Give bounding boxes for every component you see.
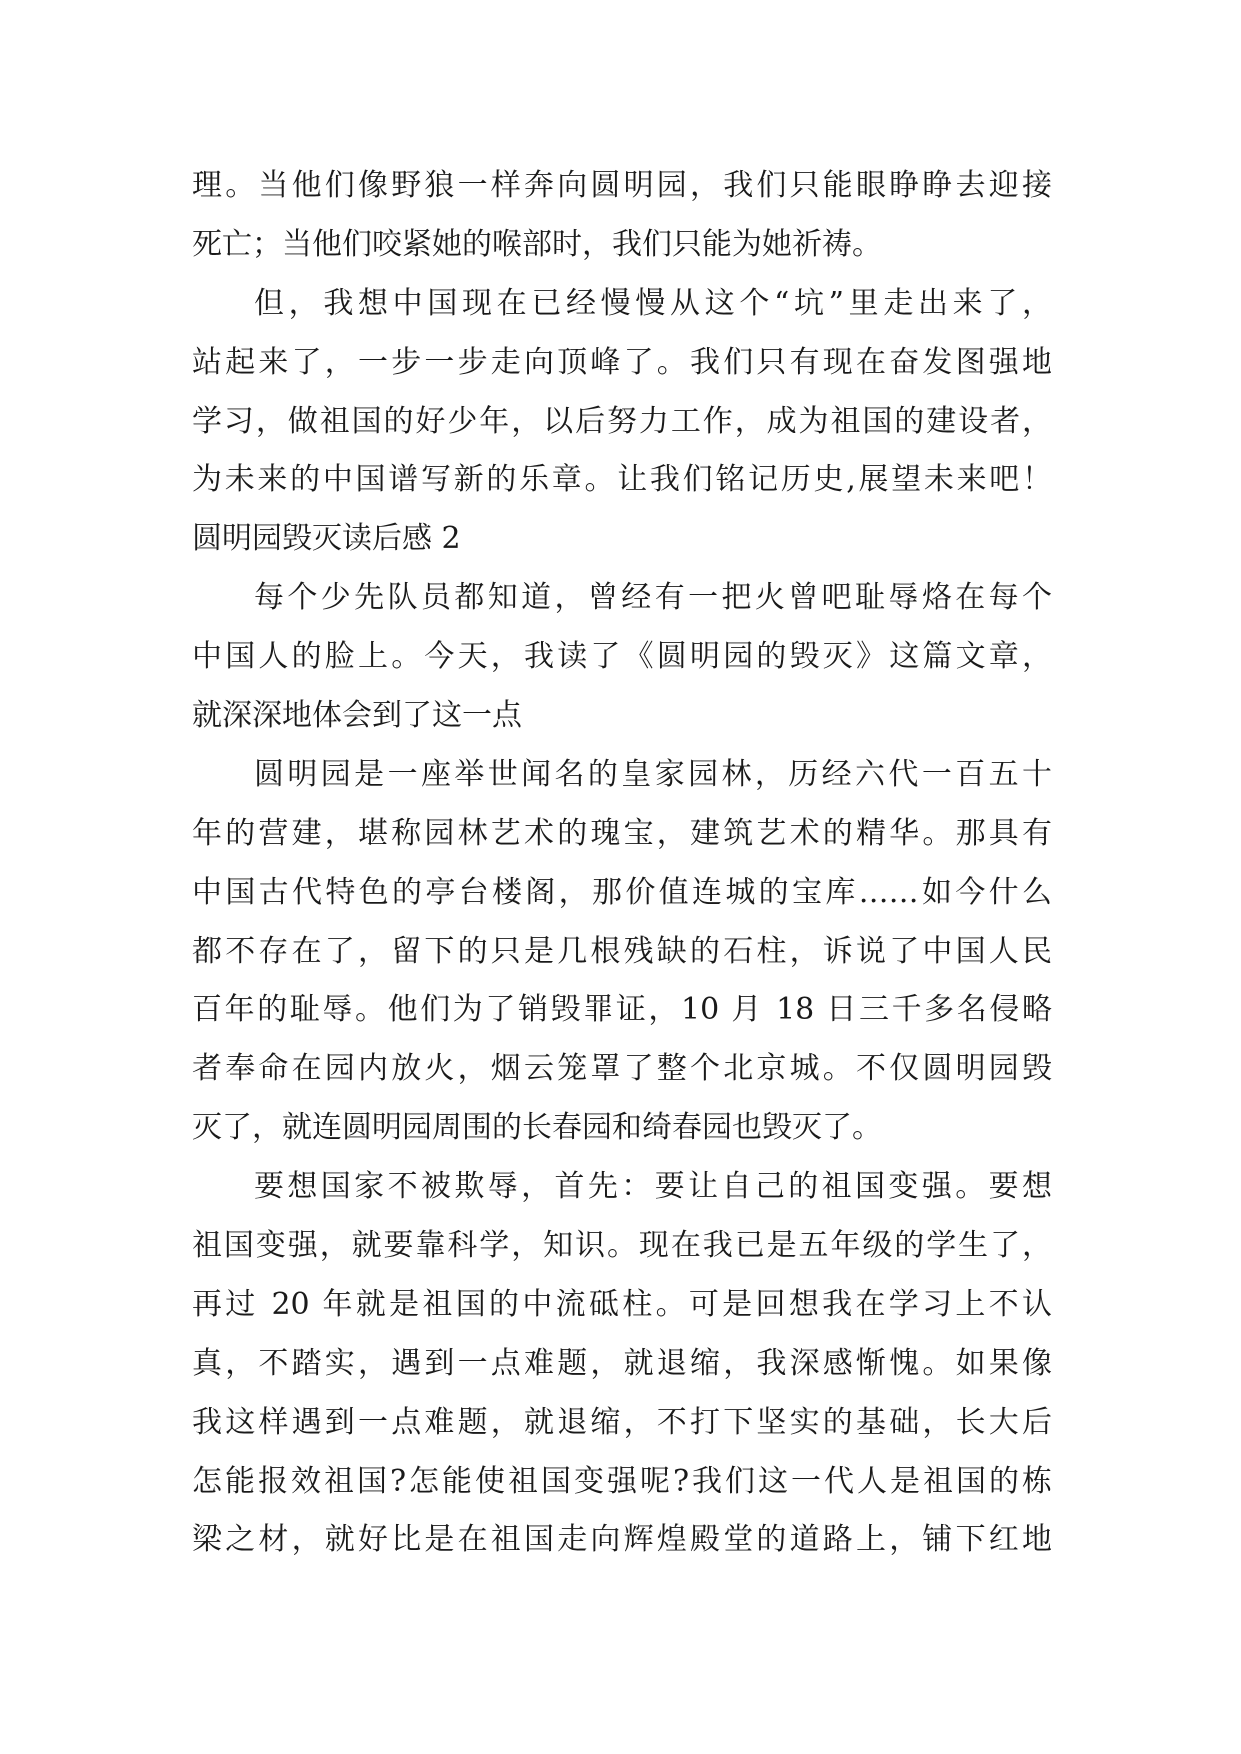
text-line: 每个少先队员都知道，曾经有一把火曾吧耻辱烙在每个	[254, 580, 1052, 616]
text-line: 中国人的脸上。今天，我读了《圆明园的毁灭》这篇文章，	[192, 639, 1052, 675]
text-line: 再过 20 年就是祖国的中流砥柱。可是回想我在学习上不认	[192, 1286, 1052, 1322]
text-line: 为未来的中国谱写新的乐章。让我们铭记历史,展望未来吧！	[192, 462, 1052, 498]
body-text	[192, 157, 1052, 1570]
text-line: 中国古代特色的亭台楼阁，那价值连城的宝库……如今什么	[192, 874, 1052, 910]
text-line: 者奉命在园内放火，烟云笼罩了整个北京城。不仅圆明园毁	[192, 1051, 1052, 1087]
text-line: 真，不踏实，遇到一点难题，就退缩，我深感惭愧。如果像	[192, 1345, 1052, 1381]
text-line: 都不存在了，留下的只是几根残缺的石柱，诉说了中国人民	[192, 933, 1052, 969]
text-line: 站起来了，一步一步走向顶峰了。我们只有现在奋发图强地	[192, 344, 1052, 380]
text-line: 灭了，就连圆明园周围的长春园和绮春园也毁灭了。	[192, 1110, 882, 1146]
text-line: 学习，做祖国的好少年，以后努力工作，成为祖国的建设者，	[192, 403, 1052, 439]
text-line: 年的营建，堪称园林艺术的瑰宝，建筑艺术的精华。那具有	[192, 815, 1052, 851]
text-line: 但，我想中国现在已经慢慢从这个“坑”里走出来了，	[254, 285, 1052, 321]
text-line: 祖国变强，就要靠科学，知识。现在我已是五年级的学生了，	[192, 1228, 1052, 1264]
text-line: 梁之材，就好比是在祖国走向辉煌殿堂的道路上，铺下红地	[192, 1522, 1052, 1558]
text-line: 理。当他们像野狼一样奔向圆明园，我们只能眼睁睁去迎接	[192, 168, 1052, 203]
section-heading: 圆明园毁灭读后感 2	[192, 521, 461, 557]
text-line: 百年的耻辱。他们为了销毁罪证，10 月 18 日三千多名侵略	[192, 992, 1052, 1028]
text-line: 要想国家不被欺辱，首先：要让自己的祖国变强。要想	[254, 1169, 1052, 1205]
text-line: 就深深地体会到了这一点	[192, 698, 522, 734]
text-line: 我这样遇到一点难题，就退缩，不打下坚实的基础，长大后	[192, 1404, 1052, 1440]
text-line: 怎能报效祖国?怎能使祖国变强呢?我们这一代人是祖国的栋	[192, 1463, 1052, 1499]
text-line: 死亡；当他们咬紧她的喉部时，我们只能为她祈祷。	[192, 226, 882, 262]
text-line: 圆明园是一座举世闻名的皇家园林，历经六代一百五十	[254, 756, 1052, 792]
